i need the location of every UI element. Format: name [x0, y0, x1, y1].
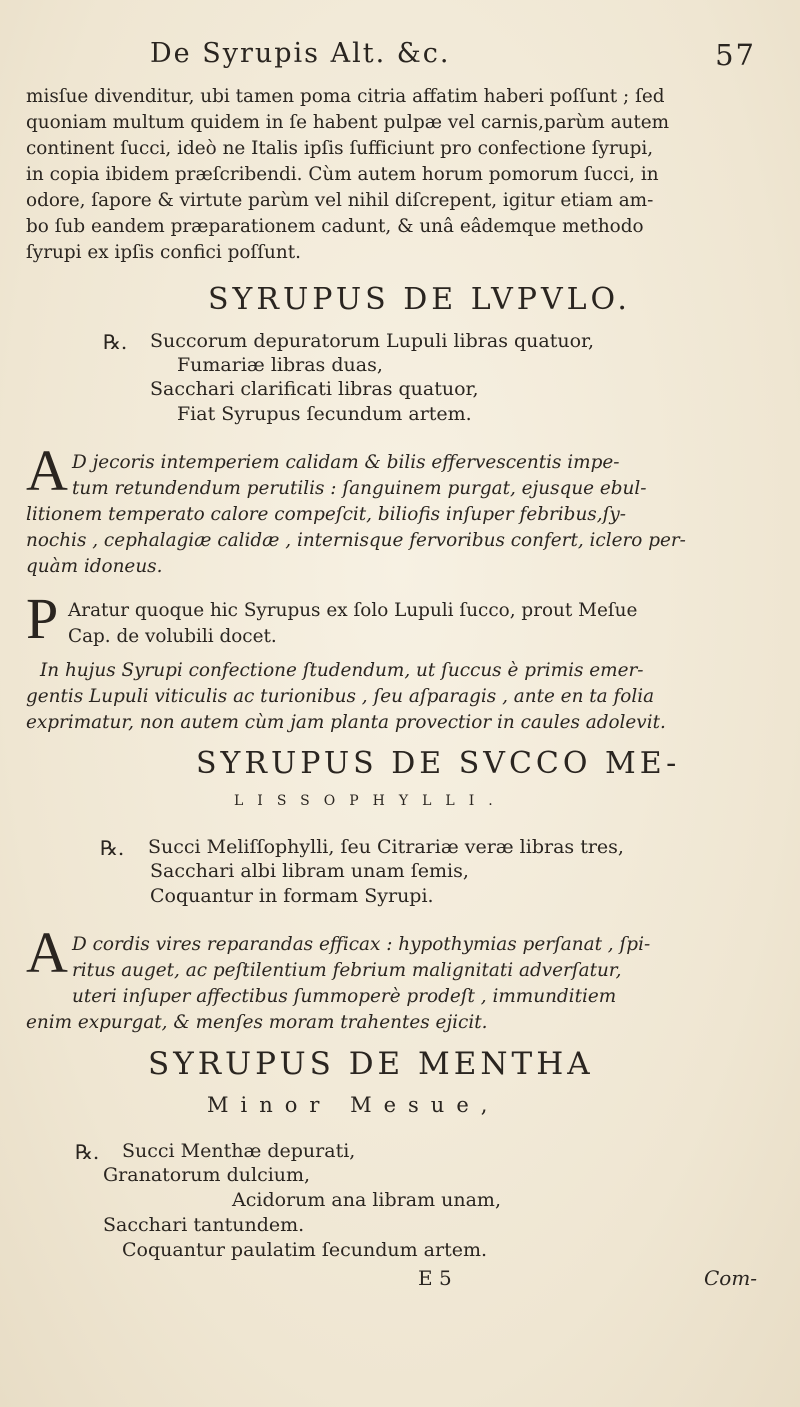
- drop-cap: A: [26, 438, 68, 503]
- section-title-melissophylli: SYRUPUS DE SVCCO ME-: [196, 746, 681, 781]
- usage-line: ritus auget, ac peſtilentium febrium malignitati adverſatur,: [72, 960, 622, 981]
- section-title-mentha: SYRUPUS DE MENTHA: [148, 1046, 594, 1082]
- ingredient-line: Sacchari tantundem.: [103, 1214, 305, 1236]
- intro-line: misſue divenditur, ubi tamen poma citria affatim haberi poſſunt ; ſed: [26, 86, 665, 107]
- recipe-symbol: ℞.: [75, 1140, 100, 1164]
- note-line: Cap. de volubili docet.: [68, 626, 277, 647]
- running-header: [150, 38, 756, 72]
- usage-line: tum retundendum perutilis : ſanguinem purgat, ejusque ebul-: [72, 478, 647, 499]
- usage-line: nochis , cephalagiæ calidæ , internisque fervoribus confert, iclero per-: [26, 530, 686, 551]
- usage-line: enim expurgat, & menſes moram trahentes ejicit.: [26, 1012, 488, 1033]
- remark-line: In hujus Syrupi confectione ſtudendum, ut ſuccus è primis emer-: [40, 660, 644, 681]
- note-line: Aratur quoque hic Syrupus ex ſolo Lupuli ſucco, prout Meſue: [68, 600, 638, 621]
- intro-line: quoniam multum quidem in ſe habent pulpæ vel carnis,parùm autem: [26, 112, 670, 133]
- intro-line: bo ſub eandem præparationem cadunt, & unâ eâdemque methodo: [26, 216, 644, 237]
- signature-mark: E 5: [418, 1266, 452, 1290]
- usage-line: litionem temperato calore compeſcit, biliofis inſuper febribus,ſy-: [26, 504, 626, 525]
- intro-line: ſyrupi ex ipſis confici poſſunt.: [26, 242, 301, 263]
- drop-cap: A: [26, 920, 68, 985]
- remark-line: gentis Lupuli viticulis ac turionibus , ſeu aſparagis , ante en ta folia: [26, 686, 655, 707]
- intro-line: in copia ibidem præſcribendi. Cùm autem horum pomorum ſucci, in: [26, 164, 659, 185]
- ingredient-line: Sacchari clarificati libras quatuor,: [150, 378, 479, 400]
- usage-line: quàm idoneus.: [26, 556, 163, 577]
- ingredient-line: Sacchari albi libram unam ſemis,: [150, 860, 469, 882]
- ingredient-line: Granatorum dulcium,: [103, 1164, 311, 1186]
- section-title-lupulo: SYRUPUS DE LVPVLO.: [208, 282, 631, 317]
- intro-line: continent ſucci, ideò ne Italis ipſis ſufficiunt pro confectione ſyrupi,: [26, 138, 654, 159]
- ingredient-line: Coquantur in formam Syrupi.: [150, 885, 434, 907]
- ingredient-line: Acidorum ana libram unam,: [232, 1189, 501, 1211]
- catchword: Com-: [704, 1266, 758, 1290]
- ingredient-line: Fumariæ libras duas,: [177, 354, 383, 376]
- ingredient-line: Succi Menthæ depurati,: [122, 1140, 356, 1162]
- drop-cap: P: [26, 586, 59, 651]
- ingredient-line: Fiat Syrupus ſecundum artem.: [177, 403, 472, 425]
- remark-line: exprimatur, non autem cùm jam planta provectior in caules adolevit.: [26, 712, 666, 733]
- recipe-symbol: ℞.: [100, 836, 125, 860]
- ingredient-line: Succi Meliſſophylli, ſeu Citrariæ veræ libras tres,: [148, 836, 624, 858]
- usage-line: D cordis vires reparandas efficax : hypothymias perſanat , ſpi-: [72, 934, 651, 955]
- ingredient-line: Succorum depuratorum Lupuli libras quatuor,: [150, 330, 595, 352]
- recipe-symbol: ℞.: [103, 330, 128, 354]
- section-subtitle: Minor Mesue,: [207, 1093, 500, 1117]
- usage-line: uteri inſuper affectibus ſummoperè prodeſt , immunditiem: [72, 986, 617, 1007]
- usage-line: D jecoris intemperiem calidam & bilis effervescentis impe-: [72, 452, 620, 473]
- ingredient-line: Coquantur paulatim ſecundum artem.: [122, 1239, 488, 1261]
- section-title-continued: LISSOPHYLLI.: [234, 793, 507, 809]
- running-title: De Syrupis Alt. &c.: [150, 38, 451, 69]
- page-number: 57: [715, 38, 756, 72]
- intro-line: odore, ſapore & virtute parùm vel nihil diſcrepent, igitur etiam am-: [26, 190, 654, 211]
